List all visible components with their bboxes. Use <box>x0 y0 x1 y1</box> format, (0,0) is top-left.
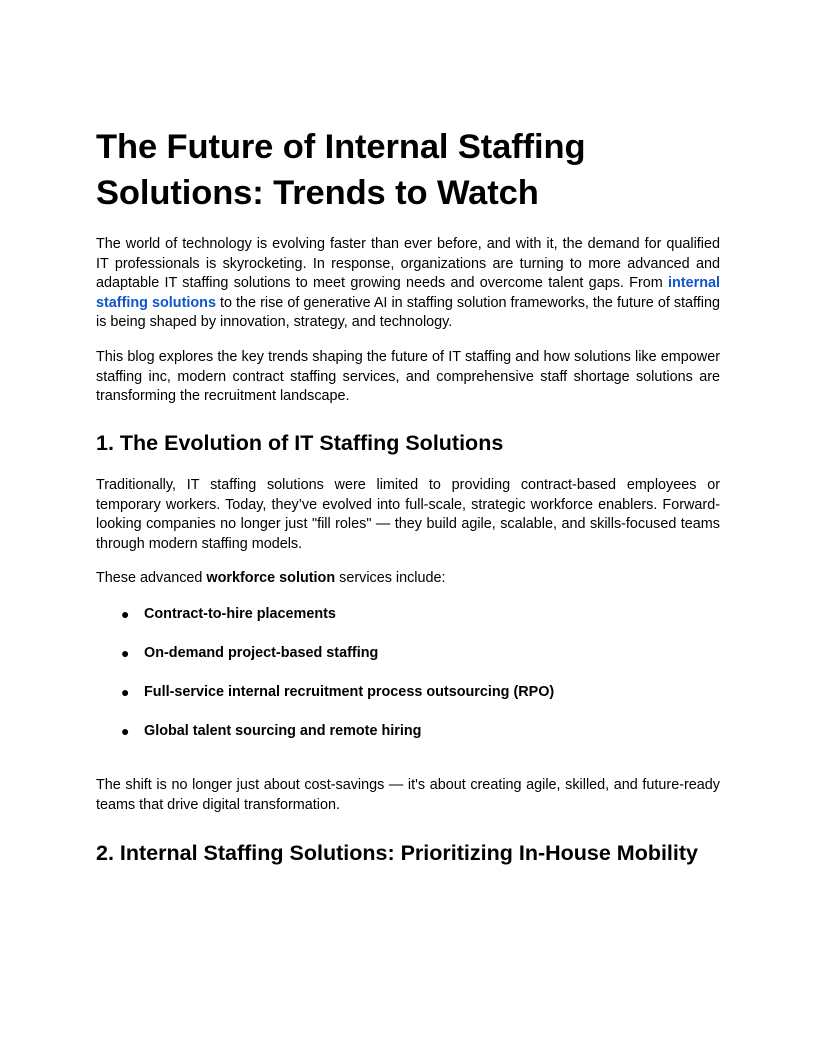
services-list <box>96 604 720 760</box>
section-1-paragraph: Traditionally, IT staffing solutions were limited to providing contract-based employees or temporary workers. Today, they’ve evolved into full-scale, strategic workforce enablers. Forward-looking companies no longer just "fill roles" — they build agile, scalable, and skills-focused teams through modern staffing models. <box>96 477 720 552</box>
intro-paragraph <box>96 235 720 333</box>
bullet-icon: ● <box>121 645 130 661</box>
bullet-icon: ● <box>121 684 130 700</box>
list-item <box>96 721 720 760</box>
list-item-text: Global talent sourcing and remote hiring <box>144 723 422 739</box>
blog-intro-paragraph: This blog explores the key trends shaping the future of IT staffing and how solutions like empower staffing inc, modern contract staffing services, and comprehensive staff shortage solutions are transforming the recruitment landscape. <box>96 349 720 404</box>
services-lead-paragraph <box>96 569 720 589</box>
list-item <box>96 643 720 682</box>
document-title: The Future of Internal Staffing Solutions: Trends to Watch <box>96 128 586 212</box>
list-item-text: On-demand project-based staffing <box>144 645 379 661</box>
section-1-closing-paragraph: The shift is no longer just about cost-savings — it's about creating agile, skilled, and future-ready teams that drive digital transformation. <box>96 777 720 813</box>
section-1-heading: 1. The Evolution of IT Staffing Solutions <box>96 431 504 455</box>
list-item <box>96 604 720 643</box>
bullet-icon: ● <box>121 723 130 739</box>
bullet-icon: ● <box>121 606 130 622</box>
list-item-text: Contract-to-hire placements <box>144 606 336 622</box>
intro-text-start: The world of technology is evolving faster than ever before, and with it, the demand for qualified IT professionals is skyrocketing. In response, organizations are turning to more advanced and adaptable IT staffing solutions to meet growing needs and overcome talent gaps. From <box>96 236 720 291</box>
list-item-text: Full-service internal recruitment process outsourcing (RPO) <box>144 684 555 700</box>
services-lead-end: services include: <box>335 570 446 586</box>
services-lead-start: These advanced <box>96 570 207 586</box>
intro-text-end: to the rise of generative AI in staffing solution frameworks, the future of staffing is being shaped by innovation, strategy, and technology. <box>96 294 720 330</box>
section-2-heading: 2. Internal Staffing Solutions: Prioritizing In-House Mobility <box>96 841 698 865</box>
internal-staffing-solutions-link[interactable]: internal staffing solutions <box>96 275 720 311</box>
list-item <box>96 682 720 721</box>
workforce-solution-emphasis: workforce solution <box>206 570 336 586</box>
